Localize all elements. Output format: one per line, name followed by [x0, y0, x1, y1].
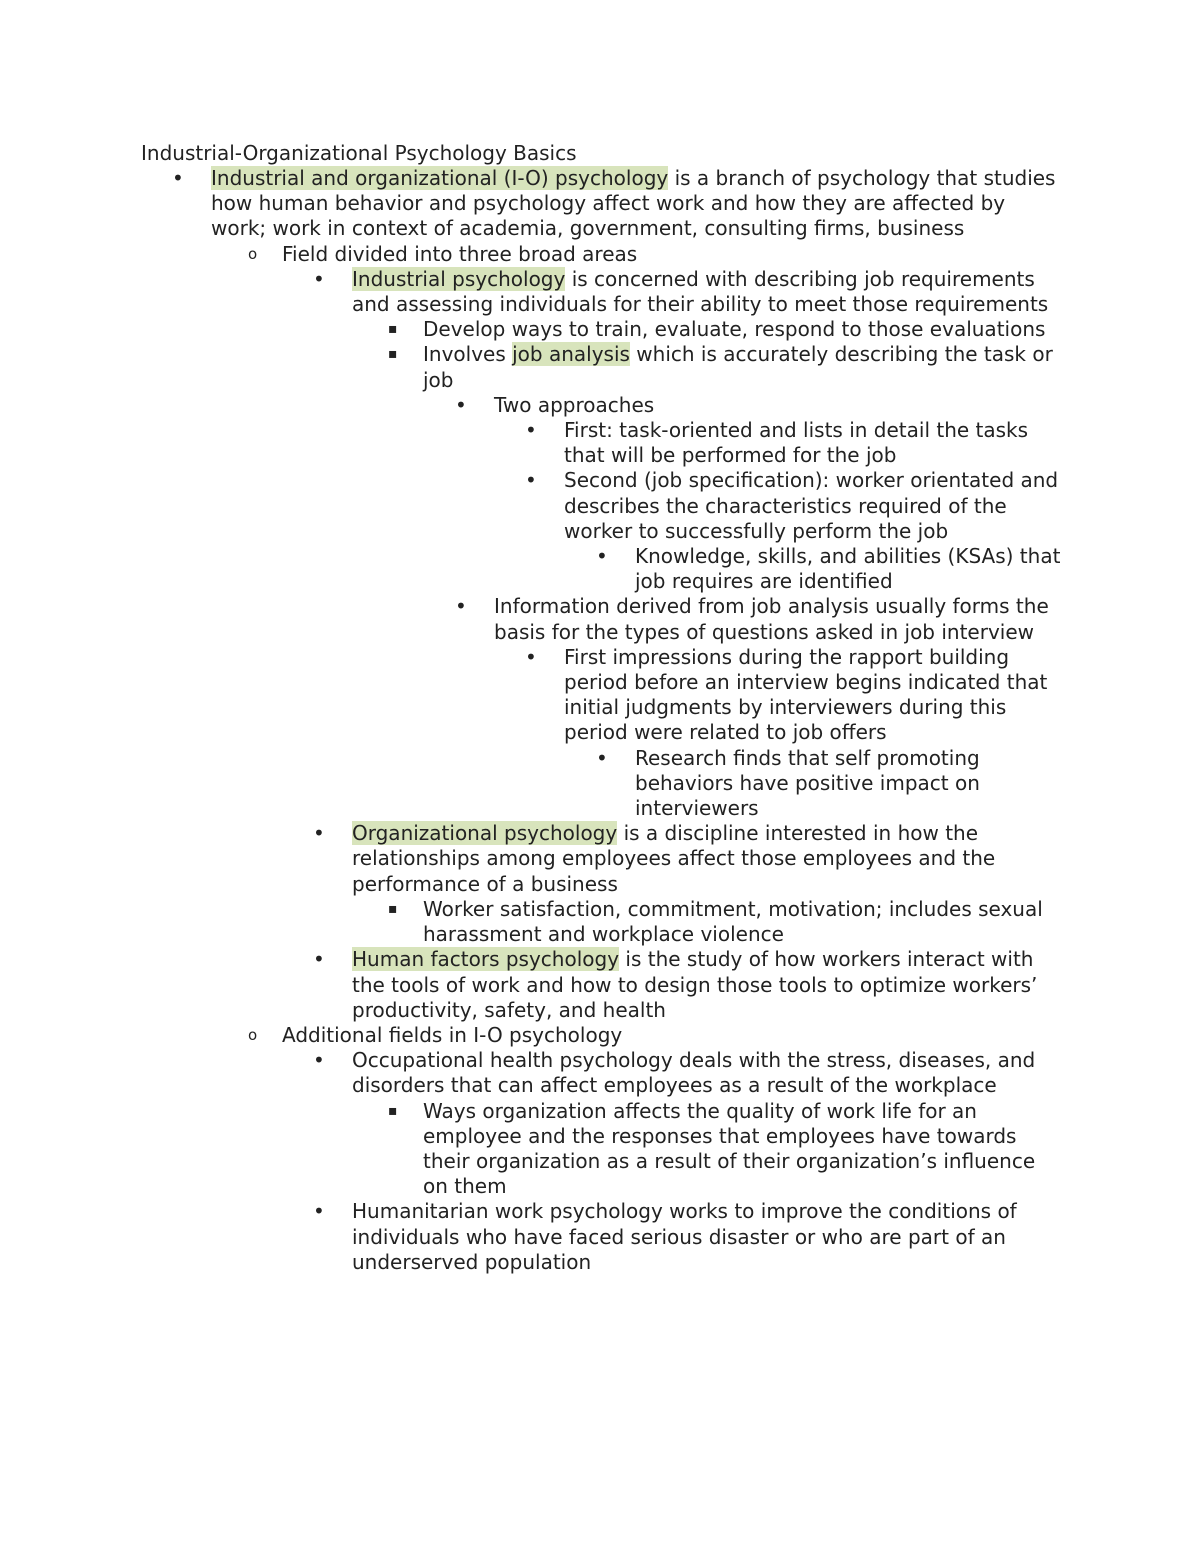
item-body-text: Humanitarian work psychology works to improve the conditions of individuals who have faced serious disaster or who are part of an underserved population — [352, 1199, 1017, 1274]
bullet-icon: • — [455, 594, 467, 619]
item-body-text: is a discipline interested in how the relationships among employees affect those employees and the performance of a business — [352, 821, 996, 896]
outline-item — [0, 1048, 1200, 1199]
item-body-text: is a branch of psychology that studies how human behavior and psychology affect work and how they are affected by work; work in context of academia, government, consulting firms, business — [211, 166, 1056, 241]
outline-item-text — [352, 947, 1062, 1023]
outline-item-text — [352, 1048, 1062, 1098]
nested-list — [0, 242, 1200, 1275]
item-body-text: Occupational health psychology deals with the stress, diseases, and disorders that can affect employees as a result of the workplace — [352, 1048, 1036, 1098]
item-body-text: First impressions during the rapport building period before an interview begins indicated that initial judgments by interviewers during this period were related to job offers — [564, 644, 1048, 745]
outline-item-text — [352, 821, 1062, 897]
outline-item — [0, 1023, 1200, 1275]
outline-item — [0, 393, 1200, 595]
item-lead-text: Involves — [423, 342, 513, 367]
item-body-text: Additional fields in I-O psychology — [282, 1022, 623, 1047]
bullet-icon: • — [596, 544, 608, 569]
nested-list — [0, 645, 1200, 821]
outline-item-text — [282, 1023, 1062, 1048]
highlighted-term: job analysis — [512, 342, 630, 367]
nested-list — [0, 746, 1200, 822]
square-bullet-icon: ▪ — [388, 321, 398, 338]
outline-item-text — [635, 544, 1065, 594]
outline-item — [0, 342, 1200, 821]
outline-item — [0, 897, 1200, 947]
square-bullet-icon: ▪ — [388, 1102, 398, 1119]
outline-list — [0, 166, 1200, 1275]
bullet-icon: • — [525, 468, 537, 493]
square-bullet-icon: ▪ — [388, 900, 398, 917]
outline-item — [0, 468, 1200, 594]
item-body-text: Field divided into three broad areas — [282, 241, 638, 266]
item-body-text: Two approaches — [494, 392, 655, 417]
outline-item — [0, 418, 1200, 468]
item-body-text: Develop ways to train, evaluate, respond to those evaluations — [423, 317, 1046, 342]
outline-item — [0, 317, 1200, 342]
nested-list — [0, 897, 1200, 947]
hollow-circle-bullet-icon: o — [248, 1025, 258, 1044]
nested-list — [0, 267, 1200, 1023]
square-bullet-icon: ▪ — [388, 346, 398, 363]
outline-item — [0, 1199, 1200, 1275]
outline-item-text — [494, 594, 1064, 644]
highlighted-term: Organizational psychology — [352, 821, 618, 846]
bullet-icon: • — [172, 166, 184, 190]
nested-list — [0, 317, 1200, 821]
bullet-icon: • — [313, 266, 325, 291]
item-body-text: Knowledge, skills, and abilities (KSAs) that job requires are identified — [635, 544, 1061, 594]
nested-list — [0, 418, 1200, 594]
bullet-icon: • — [313, 1199, 325, 1224]
outline-item — [0, 821, 1200, 947]
bullet-icon: • — [313, 947, 325, 972]
outline-item-text — [494, 393, 1064, 418]
bullet-icon: • — [525, 644, 537, 669]
outline-item — [0, 166, 1200, 1275]
item-body-text: is concerned with describing job requirements and assessing individuals for their ability to meet those requirements — [352, 266, 1049, 317]
outline-item-text — [423, 897, 1063, 947]
outline-item-text — [423, 1099, 1063, 1200]
outline-item-text — [635, 746, 1065, 822]
outline-item — [0, 947, 1200, 1023]
outline-item — [0, 267, 1200, 821]
outline-item-text — [423, 317, 1063, 342]
outline-item — [0, 746, 1200, 822]
outline-item — [0, 645, 1200, 821]
outline-item-text — [564, 418, 1064, 468]
item-body-text: which is accurately describing the task or job — [423, 342, 1053, 392]
bullet-icon: • — [313, 821, 325, 846]
outline-item-text — [423, 342, 1063, 392]
bullet-icon: • — [313, 1048, 325, 1073]
hollow-circle-bullet-icon: o — [248, 244, 258, 263]
nested-list — [0, 544, 1200, 594]
nested-list — [0, 393, 1200, 821]
outline-item — [0, 1099, 1200, 1200]
item-body-text: is the study of how workers interact with the tools of work and how to design those tools to optimize workers’ productivity, safety, and health — [352, 947, 1038, 1022]
outline-item-text — [564, 468, 1064, 544]
item-body-text: First: task-oriented and lists in detail the tasks that will be performed for the job — [564, 418, 1029, 468]
bullet-icon: • — [596, 745, 608, 770]
item-body-text: Information derived from job analysis usually forms the basis for the types of questions asked in job interview — [494, 594, 1049, 644]
bullet-icon: • — [525, 418, 537, 443]
bullet-icon: • — [455, 392, 467, 417]
outline-item — [0, 544, 1200, 594]
outline-item-text — [282, 242, 1062, 267]
outline-item-text — [352, 1199, 1062, 1275]
outline-item-text — [211, 166, 1061, 242]
document-title: Industrial-Organizational Psychology Basics — [141, 141, 577, 165]
highlighted-term: Industrial and organizational (I-O) psychology — [211, 166, 669, 190]
highlighted-term: Human factors psychology — [352, 947, 620, 972]
item-body-text: Research finds that self promoting behaviors have positive impact on interviewers — [635, 745, 980, 821]
nested-list — [0, 1099, 1200, 1200]
item-body-text: Ways organization affects the quality of work life for an employee and the responses that employees have towards their organization as a result of their organization’s influence on them — [423, 1098, 1036, 1199]
nested-list — [0, 1048, 1200, 1275]
outline-item — [0, 242, 1200, 1023]
item-body-text: Second (job specification): worker orientated and describes the characteristics required of the worker to successfully perform the job — [564, 468, 1059, 543]
outline-item-text — [352, 267, 1062, 317]
item-body-text: Worker satisfaction, commitment, motivation; includes sexual harassment and workplace violence — [423, 896, 1043, 947]
highlighted-term: Industrial psychology — [352, 266, 566, 291]
outline-item — [0, 594, 1200, 821]
outline-item-text — [564, 645, 1064, 746]
